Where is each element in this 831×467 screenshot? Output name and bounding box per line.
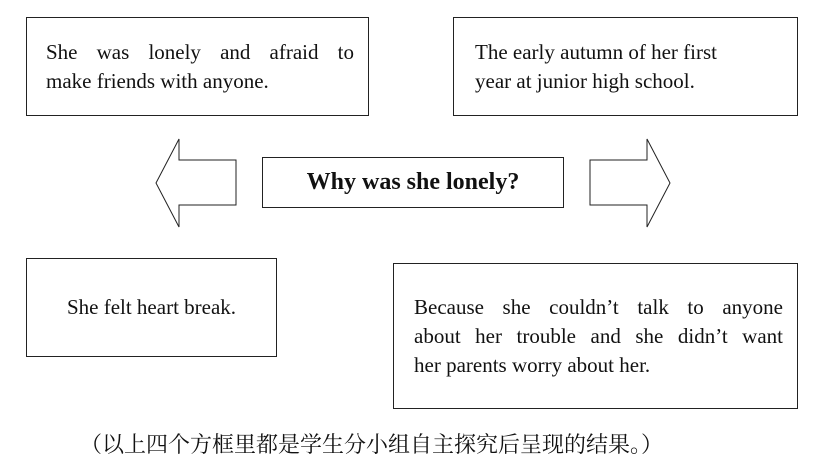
right-arrow-icon <box>589 138 671 228</box>
answer-line: She felt heart break. <box>66 295 237 319</box>
answer-line: her parents worry about her. <box>414 353 651 377</box>
answer-line: She was lonely and afraid to <box>46 40 354 64</box>
answer-box-bottom-right <box>393 263 798 409</box>
answer-line: make friends with anyone. <box>46 69 269 93</box>
left-arrow-icon <box>155 138 237 228</box>
answer-line: Because she couldn’t talk to anyone <box>414 295 783 319</box>
answer-line: The early autumn of her first <box>475 40 717 64</box>
answer-line: year at junior high school. <box>475 69 695 93</box>
answer-box-bottom-left <box>26 258 277 357</box>
center-question: Why was she lonely? <box>306 169 520 195</box>
answer-box-top-right <box>453 17 798 116</box>
caption-note: （以上四个方框里都是学生分小组自主探究后呈现的结果。） <box>80 433 664 458</box>
answer-line: about her trouble and she didn’t want <box>414 324 783 348</box>
answer-box-top-left <box>26 17 369 116</box>
center-question-box <box>262 157 564 208</box>
